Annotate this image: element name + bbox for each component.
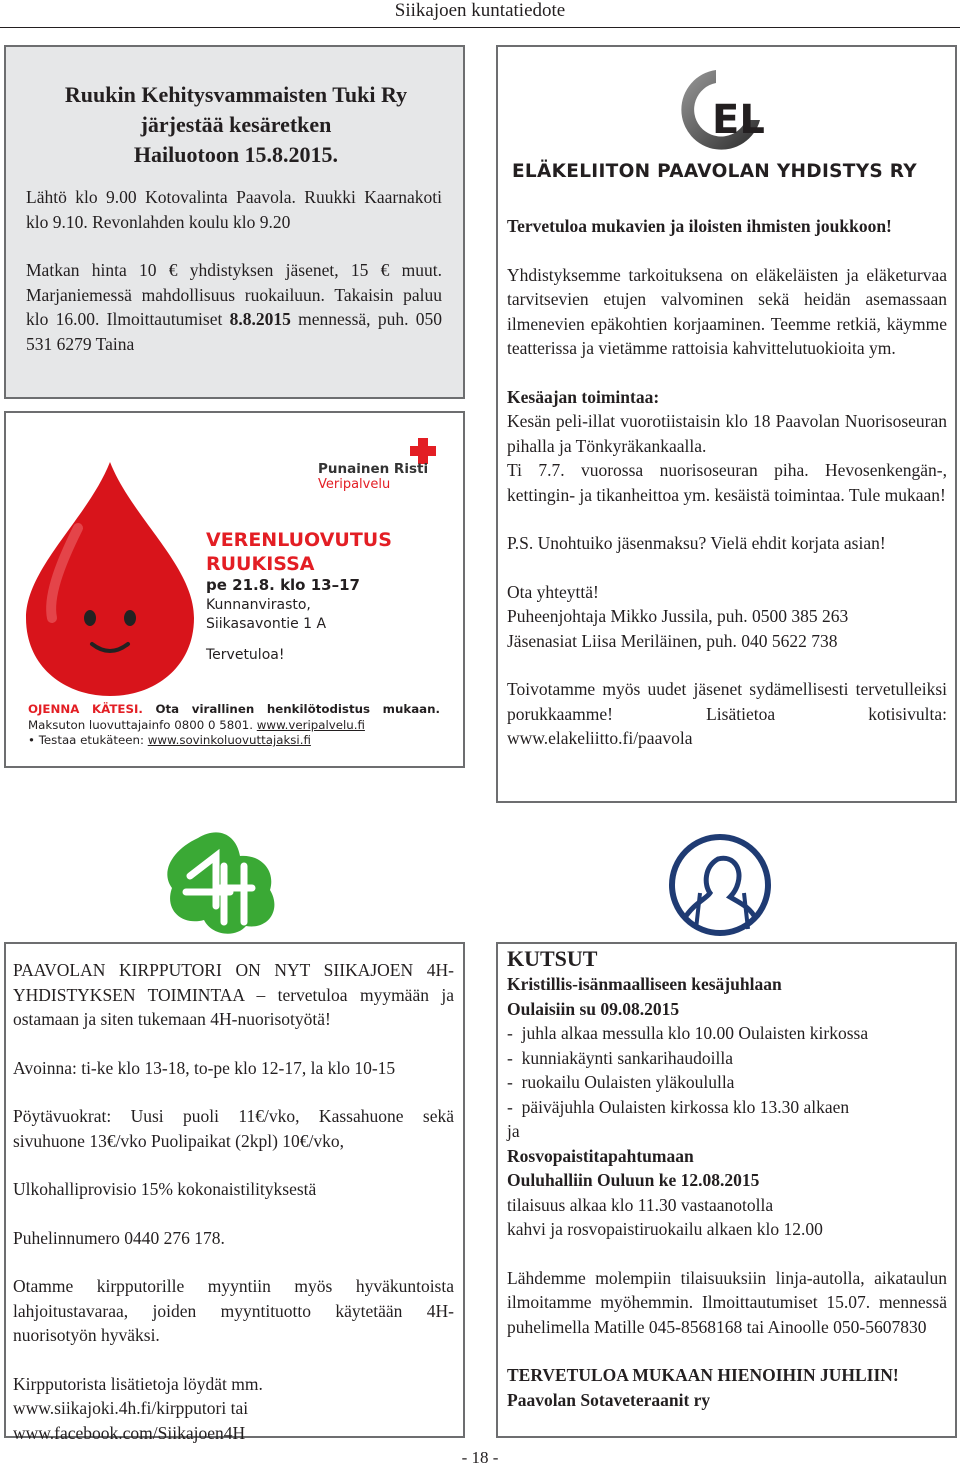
el-contact-heading: Ota yhteyttä! bbox=[507, 581, 599, 602]
blood-footer-slogan: OJENNA KÄTESI. bbox=[28, 702, 143, 716]
trip-registration-date: 8.8.2015 bbox=[229, 309, 291, 329]
event1-title: Kristillis-isänmaalliseen kesäjuhlaan bbox=[507, 974, 782, 994]
event1-item-text: juhla alkaa messulla klo 10.00 Oulaisten kirkossa bbox=[521, 1023, 869, 1043]
blood-welcome: Tervetuloa! bbox=[206, 647, 285, 663]
el-ps: P.S. Unohtuiko jäsenmaksu? Vielä ehdit korjata asian! bbox=[507, 533, 886, 553]
event1-item: - juhla alkaa messulla klo 10.00 Oulaisten kirkossa bbox=[507, 1023, 869, 1043]
el-contact-chair: Puheenjohtaja Mikko Jussila, puh. 0500 385 263 bbox=[507, 606, 849, 626]
kirpputori-phone: Puhelinnumero 0440 276 178. bbox=[13, 1227, 225, 1248]
trip-title-line: Ruukin Kehitysvammaisten Tuki Ry bbox=[64, 82, 408, 107]
kirpputori-hours: Avoinna: ti-ke klo 13-18, to-pe klo 12-17, la klo 10-15 bbox=[13, 1057, 396, 1078]
blood-place-line2: Siikasavontie 1 A bbox=[206, 616, 327, 632]
event1-item: - kunniakäynti sankarihaudoilla bbox=[507, 1047, 733, 1068]
trip-departure: Lähtö klo 9.00 Kotovalinta Paavola. Ruukki Kaarnakoti klo 9.10. Revonlahden koulu klo 9.20 bbox=[26, 187, 442, 232]
kutsut-content bbox=[507, 946, 947, 1412]
kirpputori-donations: Otamme kirpputorille myyntiin myös hyväkuntoista lahjoitustavaraa, joiden myyntituotto käytetään 4H-nuorisotyön hyväksi. bbox=[13, 1276, 454, 1345]
elakeliitto-logo-text: EL bbox=[712, 97, 765, 143]
event2-title: Rosvopaistitapahtumaan bbox=[507, 1145, 694, 1166]
event1-item-text: päiväjuhla Oulaisten kirkossa klo 13.30 alkaen bbox=[521, 1096, 850, 1117]
red-cross-logo-name: Punainen Risti bbox=[318, 461, 429, 477]
kutsut-and: ja bbox=[507, 1121, 520, 1141]
blood-footer-test: • Testaa etukäteen: bbox=[28, 733, 148, 747]
kutsut-closing: TERVETULOA MUKAAN HIENOIHIN JUHLIIN! bbox=[507, 1365, 899, 1385]
event2-line1: tilaisuus alkaa klo 11.30 vastaanotolla bbox=[507, 1194, 774, 1215]
trip-title-line: järjestää kesäretken bbox=[140, 112, 332, 137]
blood-footer-info: Maksuton luovuttajainfo 0800 0 5801. bbox=[28, 717, 257, 732]
event1-date: Oulaisiin su 09.08.2015 bbox=[507, 998, 680, 1019]
red-cross-logo-sub: Veripalvelu bbox=[318, 477, 391, 492]
trip-details bbox=[26, 185, 442, 356]
publication-title: Siikajoen kuntatiedote bbox=[394, 0, 566, 21]
veterans-emblem-icon bbox=[660, 833, 780, 938]
kirpputori-intro: PAAVOLAN KIRPPUTORI ON NYT SIIKAJOEN 4H-YHDISTYKSEN TOIMINTAA – tervetuloa myymään ja ostamaan ja siten tukemaan 4H-nuorisotyötä! bbox=[13, 960, 454, 1029]
el-closing: Toivotamme myös uudet jäsenet sydämellisesti tervetulleiksi porukkaamme! Lisätietoa kotisivulta: www.elakeliitto.fi/paavola bbox=[507, 679, 947, 748]
elakeliitto-name: ELÄKELIITON PAAVOLAN YHDISTYS RY bbox=[512, 161, 917, 182]
el-summer-heading: Kesäajan toimintaa: bbox=[507, 386, 660, 407]
kutsut-title: KUTSUT bbox=[507, 946, 598, 971]
el-purpose: Yhdistyksemme tarkoituksena on eläkeläisten ja eläketurvaa tarvitsevien etujen valvominen sekä heidän asemassaan ilmenevien epäkohtien korjaaminen. Teemme retkiä, käymme teatterissa ja vietämme rattoisia kahvittelutuokioita ym. bbox=[507, 264, 947, 358]
trip-price-prefix: Matkan hinta 10 € yhdistyksen jäsenet, 15 € muut. Marjaniemessä mahdollisuus ruokailuun. Takaisin paluu klo 16.00. Ilmoittautumiset bbox=[26, 260, 442, 329]
trip-title-line: Hailuotoon 15.8.2015. bbox=[133, 142, 339, 167]
kirpputori-commission: Ulkohalliprovisio 15% kokonaistilityksestä bbox=[13, 1179, 317, 1199]
blood-date: pe 21.8. klo 13–17 bbox=[206, 576, 360, 594]
blood-title bbox=[206, 528, 446, 576]
kutsut-transport: Lähdemme molempiin tilaisuuksiin linja-autolla, aikataulun ilmoitamme myöhemmin. Ilmoittautumiset 15.07. mennessä puhelimella Matille 045-8568168 tai Ainoolle 050-5607830 bbox=[507, 1267, 947, 1337]
event2-date: Ouluhalliin Ouluun ke 12.08.2015 bbox=[507, 1170, 760, 1190]
trip-price bbox=[26, 258, 442, 356]
header-rule bbox=[0, 27, 960, 28]
blood-title-line1: VERENLUOVUTUS bbox=[206, 529, 392, 551]
4h-clover-icon bbox=[160, 826, 280, 936]
event1-item: - päiväjuhla Oulaisten kirkossa klo 13.30 alkaen bbox=[507, 1096, 850, 1117]
blood-footer-id: Ota virallinen henkilötodistus mukaan. bbox=[142, 702, 441, 716]
el-summer-text: Kesän peli-illat vuorotiistaisin klo 18 Paavolan Nuorisoseuran pihalla ja Tönkyräkankaalla. bbox=[507, 411, 947, 456]
event2-line2: kahvi ja rosvopaistiruokailu alkaen klo 12.00 bbox=[507, 1219, 823, 1239]
trip-title bbox=[36, 80, 436, 170]
sovinko-link[interactable]: www.sovinkoluovuttajaksi.fi bbox=[147, 733, 311, 747]
event1-item: - ruokailu Oulaisten yläkoululla bbox=[507, 1072, 735, 1092]
trip-price-suffix: mennessä, puh. 050 531 6279 Taina bbox=[26, 309, 442, 354]
kirpputori-content bbox=[13, 958, 454, 1445]
kirpputori-info: Kirpputorista lisätietoja löydät mm. www.siikajoki.4h.fi/kirpputori tai www.facebook.com/Siikajoen4H bbox=[13, 1373, 263, 1443]
el-contact-members: Jäsenasiat Liisa Meriläinen, puh. 040 5622 738 bbox=[507, 630, 838, 651]
kutsut-signature: Paavolan Sotaveteraanit ry bbox=[507, 1389, 711, 1410]
event1-item-text: ruokailu Oulaisten yläkoululla bbox=[521, 1072, 735, 1092]
blood-footer bbox=[28, 702, 440, 749]
kirpputori-rent: Pöytävuokrat: Uusi puoli 11€/vko, Kassahuone sekä sivuhuone 13€/vko Puolipaikat (2kpl) 10€/vko, bbox=[13, 1106, 454, 1151]
blood-drop-mascot bbox=[18, 458, 198, 698]
event1-item-text: kunniakäynti sankarihaudoilla bbox=[521, 1047, 733, 1068]
elakeliitto-content bbox=[507, 214, 947, 751]
blood-place-line1: Kunnanvirasto, bbox=[206, 597, 311, 613]
el-summer-text2: Ti 7.7. vuorossa nuorisoseuran piha. Hevosenkengän-, kettingin- ja tikanheittoa ym. kesäistä toimintaa. Tule mukaan! bbox=[507, 460, 947, 505]
veripalvelu-link[interactable]: www.veripalvelu.fi bbox=[256, 717, 365, 732]
el-welcome: Tervetuloa mukavien ja iloisten ihmisten joukkoon! bbox=[507, 216, 892, 236]
blood-title-line2: RUUKISSA bbox=[206, 553, 315, 575]
page-number: - 18 - bbox=[461, 1448, 499, 1467]
